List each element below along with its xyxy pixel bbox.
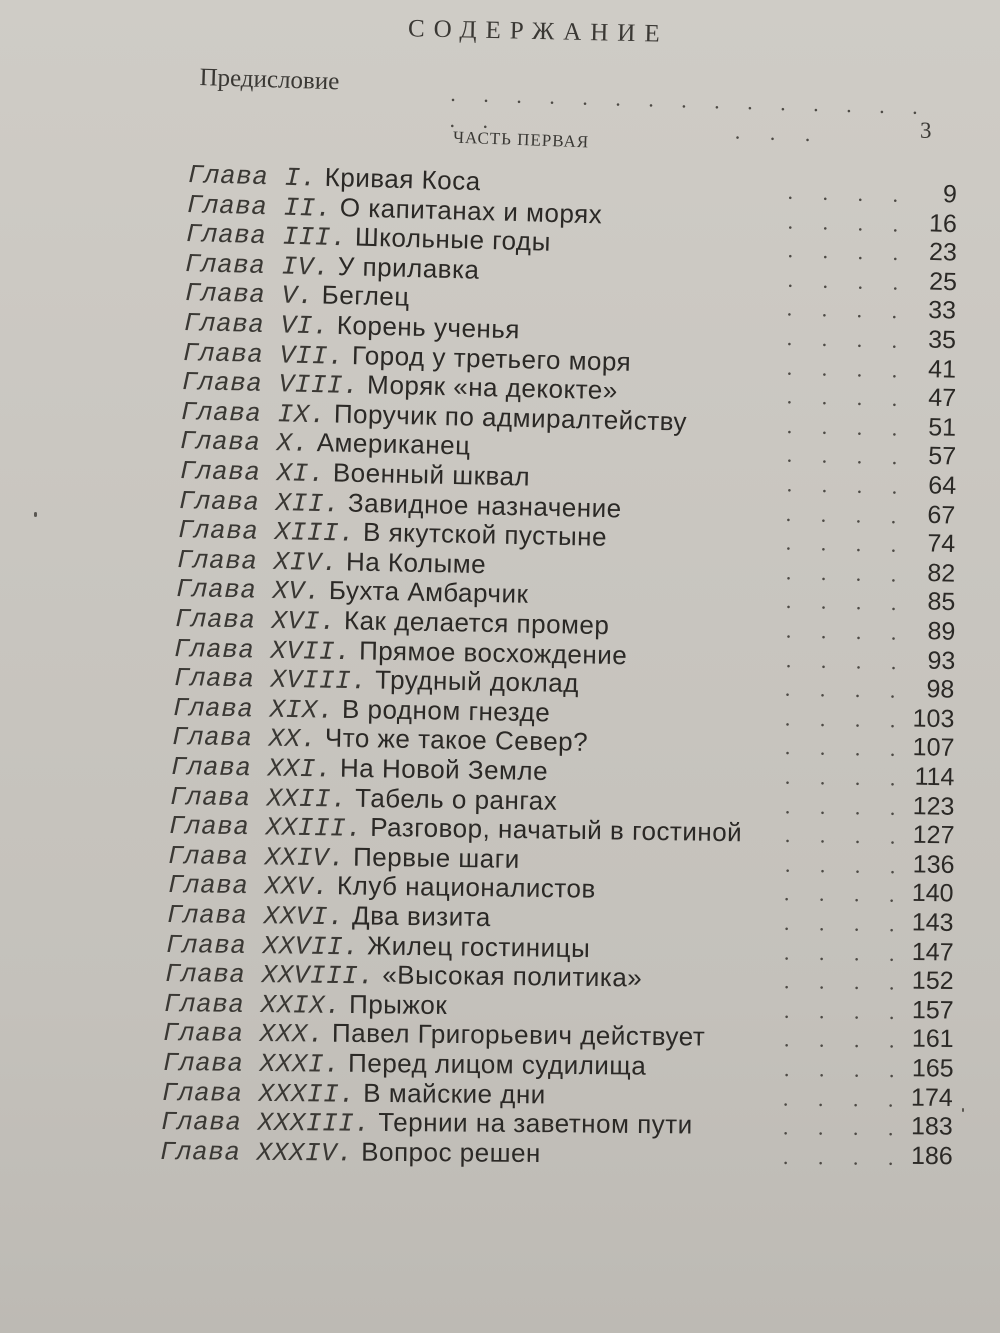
chapter-label: Глава XVII.	[173, 633, 352, 667]
chapter-page-number: 152	[911, 966, 954, 996]
leader-dots: . . . .	[783, 909, 907, 937]
chapter-title: В якутской пустыне	[362, 517, 608, 553]
chapter-page-number: 165	[911, 1054, 954, 1083]
chapter-page-number: 47	[927, 383, 957, 413]
chapter-title: О капитанах и морях	[339, 191, 603, 229]
chapter-page-number: 103	[912, 704, 955, 734]
leader-dots: . . . .	[785, 588, 909, 616]
chapter-page-number: 23	[928, 238, 958, 267]
chapter-label: Глава IX.	[180, 396, 327, 431]
chapter-label: Глава X.	[179, 426, 310, 460]
leader-dots: . . . .	[787, 208, 911, 237]
paper-speck	[962, 1108, 964, 1112]
chapter-title: Моряк «на декокте»	[366, 369, 619, 406]
leader-dots: . . . .	[783, 939, 907, 966]
chapter-page-number: 183	[910, 1112, 953, 1141]
chapter-page-number: 64	[928, 471, 957, 500]
chapter-title: На Новой Земле	[339, 752, 549, 786]
leader-dots: . . . .	[783, 1055, 907, 1083]
leader-dots: . . . .	[787, 178, 911, 208]
leader-dots: . . .	[734, 118, 823, 147]
chapter-label: Глава XXVII.	[165, 929, 360, 962]
chapter-title: Корень ученья	[336, 309, 521, 345]
chapter-title: У прилавка	[337, 250, 480, 285]
chapter-label: Глава VIII.	[181, 367, 360, 402]
chapter-label: Глава XXVI.	[166, 900, 345, 933]
leader-dots: . . . .	[786, 295, 910, 324]
chapter-title: Табель о рангах	[354, 782, 558, 816]
chapter-label: Глава XXXIII.	[160, 1107, 371, 1139]
chapter-page-number: 107	[912, 733, 955, 763]
leader-dots: . . . .	[786, 354, 910, 383]
chapter-label: Глава XII.	[178, 485, 341, 520]
chapter-label: Глава XXIV.	[167, 840, 346, 874]
chapter-page-number: 85	[927, 587, 956, 617]
leader-dots: . . . .	[785, 529, 909, 558]
chapter-label: Глава XXI.	[170, 752, 333, 785]
chapter-page-number: 25	[928, 267, 958, 297]
leader-dots: . . . .	[784, 792, 908, 820]
leader-dots: . . . .	[783, 968, 907, 995]
chapter-label: Глава III.	[185, 219, 348, 254]
chapter-title: На Колыме	[345, 546, 487, 579]
chapter-page-number: 57	[928, 442, 957, 471]
leader-dots: . . . .	[784, 851, 908, 879]
leader-dots: . . . .	[783, 997, 907, 1024]
chapter-page-number: 123	[912, 791, 955, 821]
chapter-title: Клуб националистов	[336, 870, 597, 905]
leader-dots: . . . .	[783, 880, 907, 908]
preface-label: Предисловие	[199, 64, 340, 96]
chapter-label: Глава V.	[184, 278, 315, 312]
chapter-label: Глава XXIX.	[163, 988, 342, 1021]
contents-heading: СОДЕРЖАНИЕ	[407, 15, 669, 48]
chapter-label: Глава I.	[187, 160, 318, 194]
chapter-page-number: 161	[911, 1024, 954, 1054]
chapter-label: Глава XV.	[175, 574, 322, 608]
leader-dots: . . . .	[782, 1114, 906, 1141]
chapter-title: Бухта Амбарчик	[328, 575, 529, 610]
chapter-page-number: 136	[912, 850, 955, 879]
chapter-label: Глава XVI.	[174, 604, 337, 638]
chapter-label: Глава XIII.	[177, 515, 356, 549]
chapter-title: Павел Григорьевич действует	[331, 1018, 706, 1052]
chapter-title: Что же такое Север?	[324, 722, 589, 758]
chapter-page-number: 41	[927, 354, 957, 384]
leader-dots: . . . .	[784, 822, 908, 849]
preface-page-number: 3	[920, 118, 932, 143]
chapter-title: Жилец гостиницы	[367, 930, 591, 963]
chapter-title: Американец	[316, 427, 471, 461]
leader-dots: . . . .	[783, 1026, 907, 1053]
part-title: ЧАСТЬ ПЕРВАЯ	[452, 127, 590, 152]
chapter-page-number: 74	[927, 529, 956, 559]
leader-dots: . . . .	[782, 1143, 906, 1170]
leader-dots: . . . .	[782, 1085, 906, 1112]
chapter-title: «Высокая политика»	[382, 959, 643, 993]
chapter-title: Военный шквал	[332, 457, 531, 492]
chapter-page-number: 114	[914, 762, 955, 792]
chapter-label: Глава IV.	[184, 248, 331, 283]
chapter-label: Глава XVIII.	[173, 663, 368, 697]
chapter-page-number: 127	[912, 820, 955, 850]
chapter-title: В родном гнезде	[341, 693, 551, 728]
leader-dots: . . . .	[786, 383, 910, 412]
leader-dots: . . . .	[785, 646, 909, 674]
chapter-page-number: 35	[927, 325, 957, 355]
leader-dots: . . . .	[786, 412, 910, 441]
chapter-title: Прямое восхождение	[358, 634, 628, 670]
chapter-label: Глава XIV.	[176, 544, 339, 579]
chapter-title: Два визита	[351, 900, 491, 933]
chapter-page-number: 16	[928, 208, 958, 238]
leader-dots: . . . . . . . . . . . . . . . . .	[449, 80, 930, 134]
leader-dots: . . . .	[784, 763, 908, 791]
chapter-page-number: 174	[910, 1083, 953, 1112]
chapter-label: Глава XIX.	[172, 692, 335, 726]
chapter-page-number: 93	[927, 646, 956, 675]
chapter-page-number: 89	[927, 617, 956, 646]
leader-dots: . . . .	[784, 734, 908, 762]
chapter-label: Глава XXVIII.	[164, 959, 375, 992]
paper-speck	[34, 512, 37, 517]
leader-dots: . . . .	[786, 471, 910, 499]
leader-dots: . . . .	[785, 617, 909, 645]
chapter-title: Школьные годы	[354, 221, 552, 257]
leader-dots: . . . .	[786, 325, 910, 354]
toc-entry	[160, 1135, 973, 1171]
leader-dots: . . . .	[785, 500, 909, 529]
chapter-label: Глава XXXIV.	[159, 1136, 354, 1169]
chapter-label: Глава XXIII.	[168, 811, 363, 844]
chapter-page-number: 186	[910, 1141, 953, 1171]
leader-dots: . . . .	[786, 442, 910, 470]
leader-dots: . . . .	[787, 237, 911, 266]
chapter-label: Глава II.	[186, 189, 333, 224]
leader-dots: . . . .	[784, 705, 908, 733]
chapter-label: Глава XXXII.	[161, 1077, 356, 1110]
chapter-page-number: 82	[927, 558, 956, 588]
chapter-label: Глава VI.	[183, 308, 330, 342]
chapter-page-number: 98	[926, 675, 955, 704]
chapter-title: Завидное назначение	[347, 487, 622, 524]
chapter-title: Беглец	[321, 279, 411, 313]
chapter-title: Поручик по адмиралтейству	[333, 398, 688, 437]
chapter-label: Глава XXX.	[162, 1018, 325, 1051]
chapter-title: Город у третьего моря	[351, 339, 632, 377]
chapter-page-number: 157	[911, 995, 954, 1025]
chapter-title: Тернии на заветном пути	[378, 1107, 693, 1140]
chapter-page-number: 67	[927, 500, 956, 530]
chapter-page-number: 140	[911, 879, 954, 908]
chapter-title: Как делается промер	[343, 605, 610, 641]
chapter-page-number: 143	[911, 908, 954, 937]
chapter-label: Глава VII.	[182, 337, 345, 372]
leader-dots: . . . .	[784, 675, 908, 703]
chapter-title: Кривая Коса	[324, 161, 482, 197]
chapter-page-number: 33	[927, 296, 957, 326]
leader-dots: . . . .	[785, 559, 909, 587]
chapter-label: Глава XXII.	[169, 781, 348, 815]
chapter-page-number: 51	[927, 413, 957, 442]
chapter-title: Перед лицом судилища	[347, 1047, 647, 1081]
leader-dots: . . . .	[787, 266, 911, 295]
chapter-title: В майские дни	[363, 1077, 546, 1110]
chapter-title: Прыжок	[348, 988, 448, 1020]
chapter-label: Глава XXV.	[167, 870, 330, 903]
chapter-page-number: 9	[942, 180, 958, 209]
chapter-label: Глава XI.	[179, 456, 326, 490]
chapter-title: Разговор, начатый в гостиной	[369, 812, 743, 848]
chapter-label: Глава XX.	[171, 722, 318, 755]
chapter-label: Глава XXXI.	[162, 1048, 341, 1080]
chapter-title: Трудный доклад	[374, 664, 580, 699]
chapter-title: Вопрос решен	[361, 1136, 541, 1168]
chapter-title: Первые шаги	[352, 841, 520, 874]
chapter-page-number: 147	[911, 937, 954, 967]
